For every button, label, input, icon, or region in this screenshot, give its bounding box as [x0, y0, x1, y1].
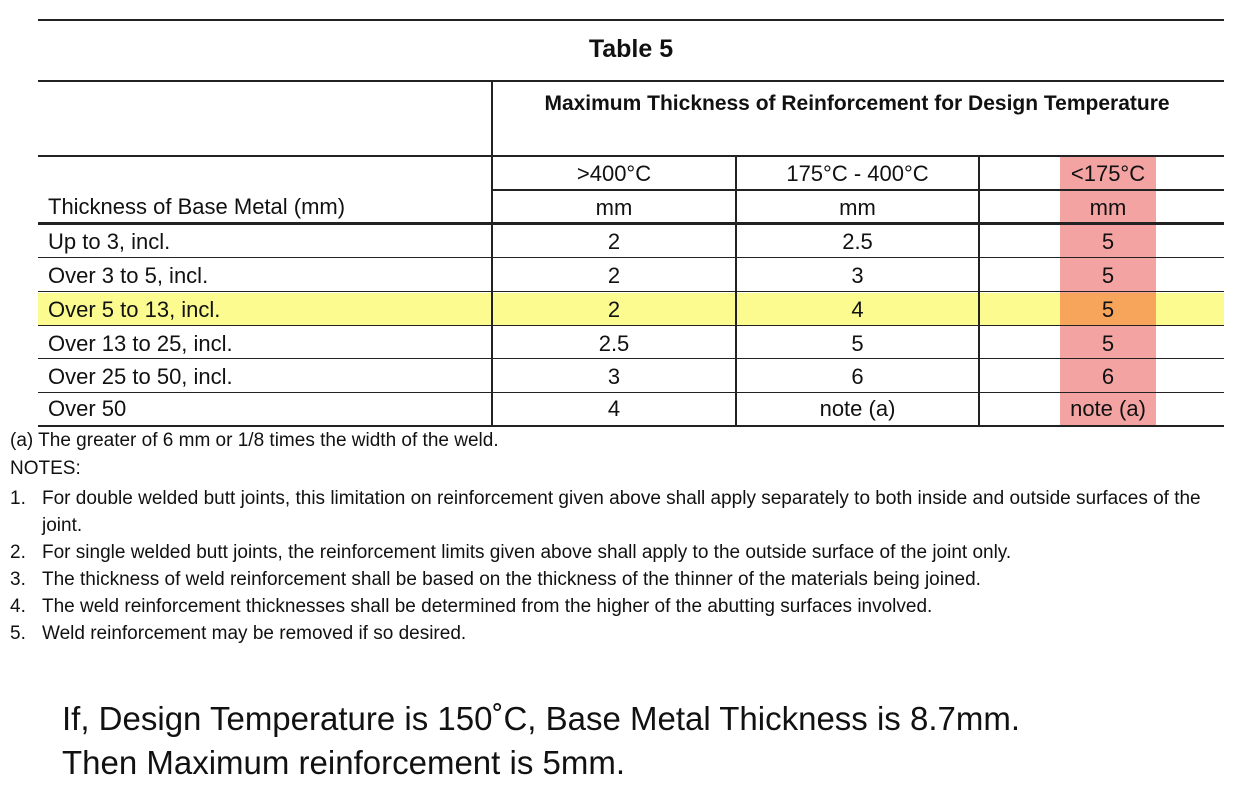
row-label: Up to 3, incl.: [48, 229, 171, 254]
note-number: 5.: [10, 623, 26, 644]
table-cell: 5: [1101, 331, 1115, 356]
note-number: 1.: [10, 488, 26, 509]
table-bottom-rule: [38, 425, 1224, 427]
table-cell: note (a): [819, 396, 896, 421]
table-cell: 2: [607, 229, 621, 254]
row-label: Over 50: [48, 396, 127, 421]
note-item: [10, 566, 1235, 593]
column-unit: mm: [595, 195, 633, 220]
table-rule: [38, 257, 1224, 258]
note-text: Weld reinforcement may be removed if so desired.: [42, 623, 467, 644]
note-item: [10, 593, 1235, 620]
column-header-temp: >400°C: [576, 161, 652, 186]
note-item: [10, 485, 1235, 539]
table-rule: [38, 155, 1224, 157]
table-cell: note (a): [1070, 396, 1146, 421]
table-rule: [38, 291, 1224, 292]
table-cell: 2: [607, 297, 621, 322]
example-statement: [62, 697, 1212, 785]
row-label: Over 5 to 13, incl.: [48, 297, 221, 322]
table-cell: 2.5: [842, 229, 873, 254]
note-text: The thickness of weld reinforcement shall be based on the thickness of the thinner of the materials being joined.: [42, 569, 981, 590]
row-label: Over 25 to 50, incl.: [48, 364, 233, 389]
row-label: Over 13 to 25, incl.: [48, 331, 233, 356]
table-cell: 2.5: [598, 331, 630, 356]
column-header-temp: 175°C - 400°C: [786, 161, 929, 186]
table-cell: 4: [607, 396, 621, 421]
table-footnote: (a) The greater of 6 mm or 1/8 times the width of the weld.: [10, 430, 499, 451]
row-header: Thickness of Base Metal (mm): [48, 194, 346, 219]
table-rule: [38, 392, 1224, 393]
example-line-2: Then Maximum reinforcement is 5mm.: [62, 744, 625, 781]
example-line-1: If, Design Temperature is 150˚C, Base Metal Thickness is 8.7mm.: [62, 700, 1020, 737]
table-rule: [38, 80, 1224, 82]
table-cell: 5: [1101, 297, 1115, 322]
note-text: The weld reinforcement thicknesses shall be determined from the higher of the abutting surfaces involved.: [42, 596, 933, 617]
table-top-rule: [38, 19, 1224, 21]
table-cell: 6: [1101, 364, 1115, 389]
note-text: For single welded butt joints, the reinforcement limits given above shall apply to the outside surface of the joint only.: [42, 542, 1012, 563]
note-item: [10, 539, 1235, 566]
table-cell: 4: [851, 297, 864, 322]
table-cell: 3: [851, 263, 864, 288]
note-item: [10, 620, 1235, 647]
table-column-rule: [978, 157, 980, 426]
table-cell: 2: [607, 263, 621, 288]
column-header-temp: <175°C: [1070, 161, 1146, 186]
table-cell: 5: [1101, 229, 1115, 254]
note-number: 2.: [10, 542, 26, 563]
table-cell: 5: [851, 331, 864, 356]
table-cell: 6: [851, 364, 864, 389]
note-number: 3.: [10, 569, 26, 590]
note-number: 4.: [10, 596, 26, 617]
table-title: Table 5: [588, 35, 674, 63]
table-rule: [38, 325, 1224, 326]
column-group-header: Maximum Thickness of Reinforcement for Design Temperature: [544, 92, 1170, 115]
row-label: Over 3 to 5, incl.: [48, 263, 209, 288]
note-text: For double welded butt joints, this limitation on reinforcement given above shall apply separately to both inside and outside surfaces of the joint.: [42, 488, 1201, 536]
column-unit: mm: [1089, 195, 1127, 220]
table-rule: [492, 189, 1224, 191]
notes-list: [10, 485, 1235, 647]
table-cell: 5: [1101, 263, 1115, 288]
notes-heading: NOTES:: [10, 458, 81, 479]
table-cell: 3: [607, 364, 621, 389]
column-unit: mm: [839, 195, 876, 220]
